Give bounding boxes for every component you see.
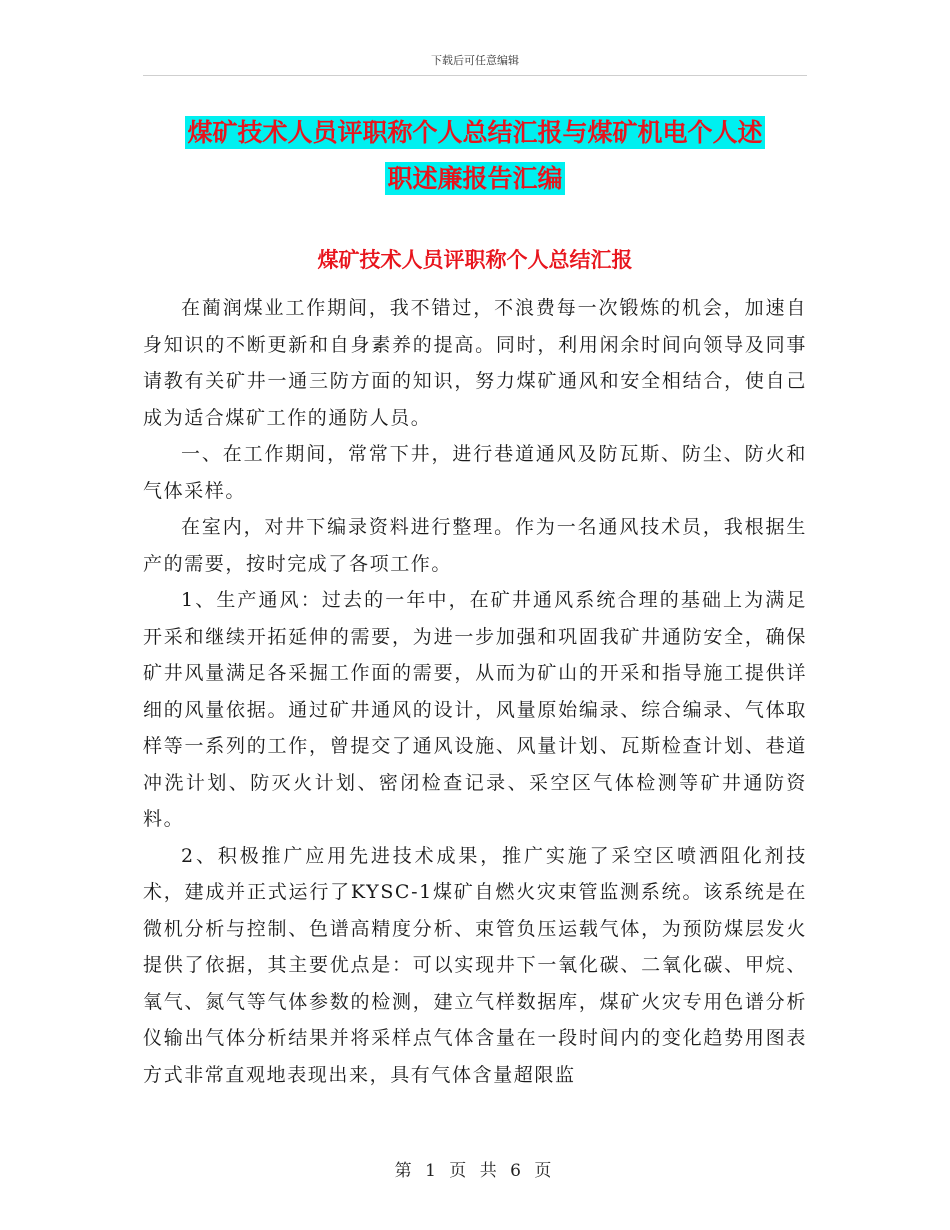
paragraph-5: 2、积极推广应用先进技术成果，推广实施了采空区喷洒阻化剂技术，建成并正式运行了KYSC-1煤矿自燃火灾束管监测系统。该系统是在微机分析与控制、色谱高精度分析、束管负压运载气体，为预防煤层发火提供了依据，其主要优点是：可以实现井下一氧化碳、二氧化碳、甲烷、氧气、氮气等气体参数的检测，建立气样数据库，煤矿火灾专用色谱分析仪输出气体分析结果并将采样点气体含量在一段时间内的变化趋势用图表方式非常直观地表现出来，具有气体含量超限监 <box>143 844 807 1086</box>
paragraph-1: 在蔺润煤业工作期间，我不错过，不浪费每一次锻炼的机会，加速自身知识的不断更新和自身素养的提高。同时，利用闲余时间向领导及同事请教有关矿井一通三防方面的知识，努力煤矿通风和安全相结合，使自己成为适合煤矿工作的通防人员。 <box>143 297 807 429</box>
header-divider <box>143 75 807 76</box>
page-number-footer: 第 1 页 共 6 页 <box>394 1161 556 1181</box>
document-title <box>143 110 807 202</box>
document-body <box>143 290 807 1093</box>
paragraph-3: 在室内，对井下编录资料进行整理。作为一名通风技术员，我根据生产的需要，按时完成了各项工作。 <box>143 516 807 575</box>
paragraph-2: 一、在工作期间，常常下井，进行巷道通风及防瓦斯、防尘、防火和气体采样。 <box>143 443 807 502</box>
paragraph-4: 1、生产通风：过去的一年中，在矿井通风系统合理的基础上为满足开采和继续开拓延伸的需要，为进一步加强和巩固我矿井通防安全，确保矿井风量满足各采掘工作面的需要，从而为矿山的开采和指导施工提供详细的风量依据。通过矿井通风的设计，风量原始编录、综合编录、气体取样等一系列的工作，曾提交了通风设施、风量计划、瓦斯检查计划、巷道冲洗计划、防灭火计划、密闭检查记录、采空区气体检测等矿井通防资料。 <box>143 589 807 830</box>
document-title-line-2: 职述廉报告汇编 <box>387 164 563 193</box>
page-header-note: 下载后可任意编辑 <box>431 54 519 67</box>
document-title-line-1: 煤矿技术人员评职称个人总结汇报与煤矿机电个人述 <box>187 118 763 147</box>
section-heading: 煤矿技术人员评职称个人总结汇报 <box>317 248 633 272</box>
